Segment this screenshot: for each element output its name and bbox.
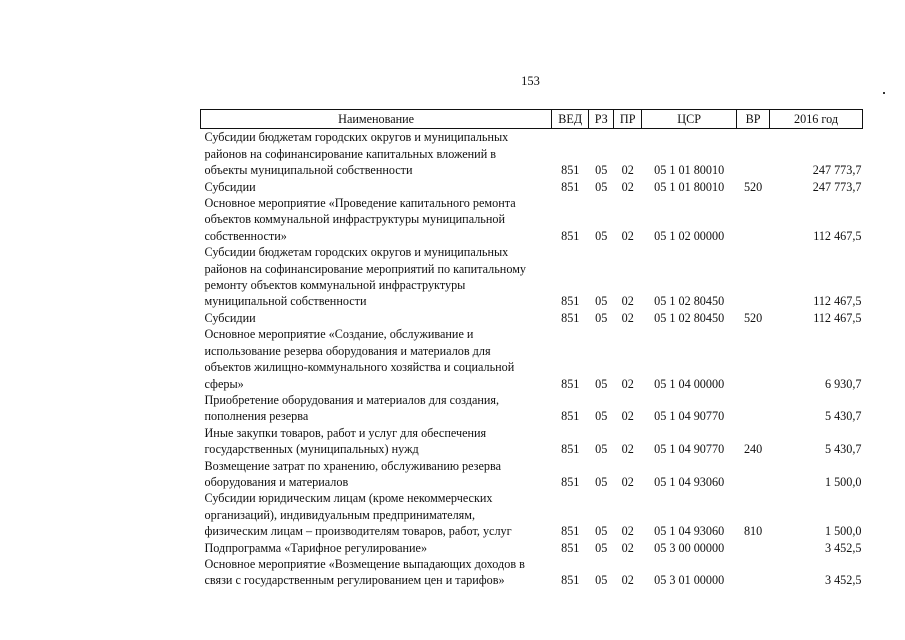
row-ved: 851: [561, 163, 580, 178]
row-ved: 851: [561, 573, 580, 588]
row-csr: 05 1 01 80010: [654, 163, 725, 178]
row-rz: 05: [595, 228, 608, 243]
row-name-line: Подпрограмма «Тарифное регулирование»: [204, 540, 428, 555]
row-csr: 05 3 00 00000: [654, 540, 725, 555]
row-rz: 05: [595, 540, 608, 555]
row-vr: [737, 458, 770, 491]
row-rz: 05: [595, 179, 608, 194]
row-vr: [737, 326, 770, 392]
row-name-line: государственных (муниципальных) нужд: [204, 442, 419, 457]
row-ved: 851: [561, 409, 580, 424]
row-amount: 247 773,7: [812, 179, 862, 194]
row-name-line: оборудования и материалов: [204, 474, 349, 489]
row-vr: [737, 540, 770, 556]
table-row: [201, 179, 863, 195]
row-ved: 851: [561, 524, 580, 539]
row-pr: 02: [621, 228, 634, 243]
row-amount: 112 467,5: [813, 294, 862, 309]
row-csr: 05 1 04 90770: [654, 442, 725, 457]
row-name-line: связи с государственным регулированием цен и тарифов»: [204, 573, 505, 588]
row-name-line: собственности»: [204, 228, 287, 243]
row-amount: 112 467,5: [813, 228, 862, 243]
row-name: [201, 458, 552, 491]
row-name-line: Субсидии бюджетам городских округов и муниципальных: [204, 245, 509, 260]
row-ved: 851: [561, 540, 580, 555]
row-pr: 02: [621, 409, 634, 424]
row-csr: 05 1 04 00000: [654, 376, 725, 391]
table-row: [201, 310, 863, 326]
row-vr: [737, 244, 770, 310]
row-csr: 05 1 04 93060: [654, 474, 725, 489]
row-csr: 05 1 01 80010: [654, 179, 725, 194]
row-name: [201, 310, 552, 326]
row-amount: 1 500,0: [824, 474, 862, 489]
scan-speck: [883, 92, 885, 94]
row-ved: 851: [561, 474, 580, 489]
row-amount: 112 467,5: [813, 310, 862, 325]
row-name-line: объекты муниципальной собственности: [204, 163, 413, 178]
table-row: [201, 490, 863, 539]
header-pr: ПР: [614, 110, 642, 129]
row-csr: 05 1 02 00000: [654, 228, 725, 243]
row-rz: 05: [595, 376, 608, 391]
table-row: [201, 540, 863, 556]
row-amount: 5 430,7: [824, 409, 862, 424]
row-ved: 851: [561, 310, 580, 325]
row-vr: 240: [743, 442, 763, 457]
row-pr: 02: [621, 163, 634, 178]
row-csr: 05 3 01 00000: [654, 573, 725, 588]
row-name-line: Субсидии: [204, 179, 256, 194]
row-rz: 05: [595, 310, 608, 325]
row-amount: 6 930,7: [824, 376, 862, 391]
row-pr: 02: [621, 310, 634, 325]
row-name: [201, 195, 552, 244]
header-csr: ЦСР: [642, 110, 737, 129]
table-row: [201, 195, 863, 244]
row-ved: 851: [561, 376, 580, 391]
row-pr: 02: [621, 474, 634, 489]
row-name-line: районов на софинансирование мероприятий по капитальному: [204, 261, 526, 276]
row-name-line: организаций), индивидуальным предпринимателям,: [204, 507, 476, 522]
row-name-line: Возмещение затрат по хранению, обслуживанию резерва: [204, 458, 501, 473]
header-vr: ВР: [737, 110, 770, 129]
row-csr: 05 1 04 90770: [654, 409, 725, 424]
row-amount: 5 430,7: [824, 442, 862, 457]
row-vr: [737, 556, 770, 589]
row-name: [201, 425, 552, 458]
row-name: [201, 556, 552, 589]
row-name-line: объектов коммунальной инфраструктуры муниципальной: [204, 212, 505, 227]
row-name-line: использование резерва оборудования и материалов для: [204, 343, 491, 358]
table-row: [201, 392, 863, 425]
table-row: [201, 425, 863, 458]
row-name-line: ремонту объектов коммунальной инфраструктуры: [204, 278, 466, 293]
row-ved: 851: [561, 179, 580, 194]
row-rz: 05: [595, 573, 608, 588]
table-row: [201, 244, 863, 310]
row-amount: 3 452,5: [824, 573, 862, 588]
budget-table: [200, 109, 863, 589]
row-pr: 02: [621, 179, 634, 194]
row-amount: 1 500,0: [824, 524, 862, 539]
row-name-line: Субсидии: [204, 310, 256, 325]
row-pr: 02: [621, 294, 634, 309]
row-name-line: Основное мероприятие «Проведение капитального ремонта: [204, 196, 516, 211]
row-ved: 851: [561, 442, 580, 457]
table-header-row: [201, 110, 863, 129]
row-vr: [737, 195, 770, 244]
row-csr: 05 1 02 80450: [654, 310, 725, 325]
header-ved: ВЕД: [552, 110, 589, 129]
row-name: [201, 540, 552, 556]
row-rz: 05: [595, 409, 608, 424]
row-name: [201, 392, 552, 425]
table-row: [201, 129, 863, 179]
header-amount: 2016 год: [770, 110, 863, 129]
row-name-line: Субсидии бюджетам городских округов и муниципальных: [204, 130, 509, 145]
row-rz: 05: [595, 294, 608, 309]
row-name-line: физическим лицам – производителям товаров, работ, услуг: [204, 524, 512, 539]
row-pr: 02: [621, 442, 634, 457]
table-row: [201, 556, 863, 589]
row-pr: 02: [621, 573, 634, 588]
row-name-line: Иные закупки товаров, работ и услуг для обеспечения: [204, 425, 487, 440]
row-pr: 02: [621, 540, 634, 555]
row-ved: 851: [561, 294, 580, 309]
row-name-line: объектов жилищно-коммунального хозяйства и социальной: [204, 360, 515, 375]
row-name-line: муниципальной собственности: [204, 294, 367, 309]
header-rz: РЗ: [589, 110, 614, 129]
row-name-line: сферы»: [204, 376, 244, 391]
row-csr: 05 1 02 80450: [654, 294, 725, 309]
row-name-line: пополнения резерва: [204, 409, 309, 424]
row-name-line: Приобретение оборудования и материалов для создания,: [204, 392, 500, 407]
row-amount: 247 773,7: [812, 163, 862, 178]
row-rz: 05: [595, 163, 608, 178]
row-name-line: районов на софинансирование капитальных вложений в: [204, 146, 497, 161]
row-name: [201, 244, 552, 310]
page-number: 153: [521, 74, 540, 88]
row-name: [201, 179, 552, 195]
row-vr: 520: [743, 310, 763, 325]
row-vr: 810: [743, 524, 763, 539]
header-name: Наименование: [201, 110, 552, 129]
row-rz: 05: [595, 524, 608, 539]
row-csr: 05 1 04 93060: [654, 524, 725, 539]
row-vr: [737, 392, 770, 425]
row-name-line: Основное мероприятие «Создание, обслуживание и: [204, 327, 474, 342]
row-rz: 05: [595, 474, 608, 489]
row-name: [201, 129, 552, 179]
row-pr: 02: [621, 376, 634, 391]
row-name: [201, 490, 552, 539]
row-ved: 851: [561, 228, 580, 243]
row-pr: 02: [621, 524, 634, 539]
row-name-line: Субсидии юридическим лицам (кроме некоммерческих: [204, 491, 493, 506]
table-row: [201, 326, 863, 392]
row-amount: 3 452,5: [824, 540, 862, 555]
table-row: [201, 458, 863, 491]
row-name: [201, 326, 552, 392]
row-rz: 05: [595, 442, 608, 457]
row-vr: [737, 129, 770, 179]
row-name-line: Основное мероприятие «Возмещение выпадающих доходов в: [204, 556, 525, 571]
row-vr: 520: [743, 179, 763, 194]
